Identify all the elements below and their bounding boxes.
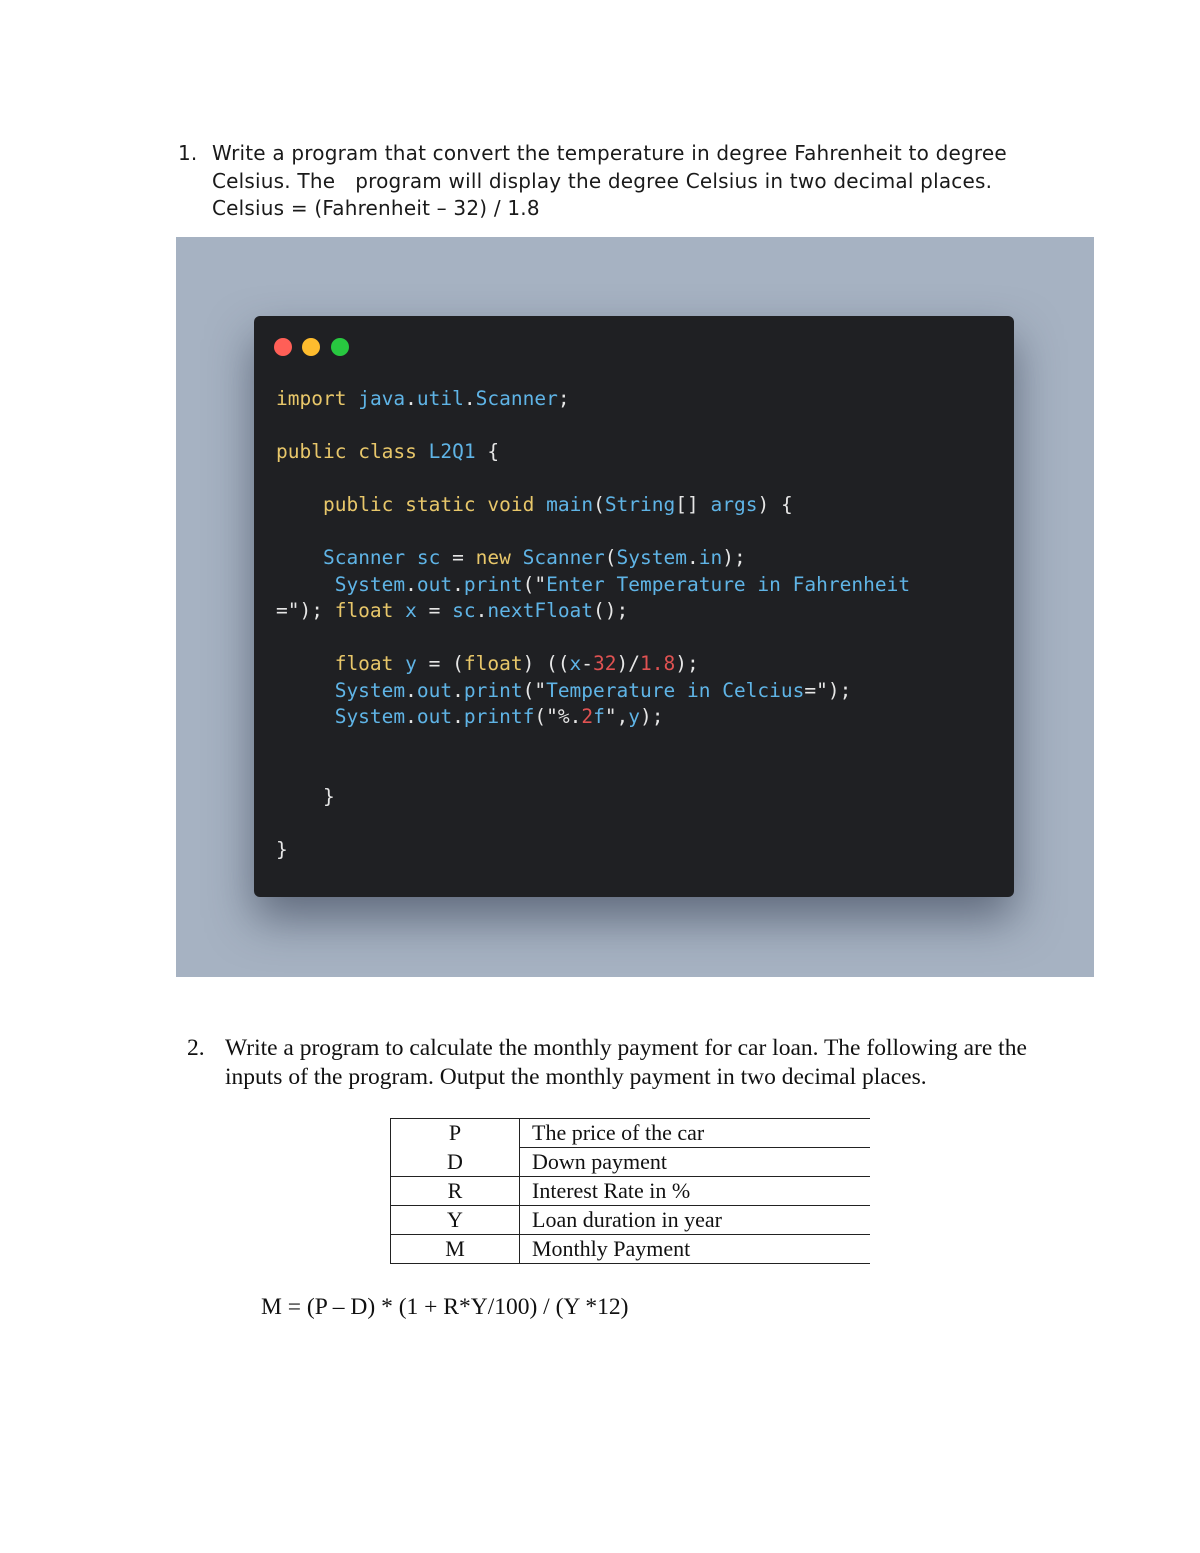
question-2-line-1: Write a program to calculate the monthly payment for car loan. The following are the [225, 1035, 1027, 1061]
question-1-line-2a: Celsius. The [212, 168, 336, 193]
variable-description: Loan duration in year [520, 1206, 871, 1235]
monthly-payment-formula: M = (P – D) * (1 + R*Y/100) / (Y *12) [261, 1294, 629, 1320]
question-1-line-2b: program will display the degree Celsius in two decimal places. [355, 168, 993, 193]
variable-description: Down payment [520, 1148, 871, 1177]
question-1-number: 1. [178, 141, 198, 165]
close-dot-icon [274, 338, 292, 356]
variables-table [390, 1118, 870, 1264]
variable-symbol: M [391, 1235, 520, 1264]
variable-description: Interest Rate in % [520, 1177, 871, 1206]
table-row [391, 1235, 871, 1264]
question-1-line-1: Write a program that convert the temperature in degree Fahrenheit to degree [212, 141, 1007, 165]
temperature-formula: Celsius = (Fahrenheit – 32) / 1.8 [212, 196, 540, 220]
question-2-number: 2. [187, 1035, 205, 1061]
variable-symbol: D [391, 1148, 520, 1177]
code-window [254, 316, 1014, 897]
table-row [391, 1206, 871, 1235]
code-block: import java.util.Scanner; public class L2Q1 { public static void main(String[] args) { Scanner sc = new Scanner(System.in); System.out.print("Enter Temperature in Fahrenheit ="); float x = sc.nextFloat(); float y = (float) ((x-32)/1.8); System.out.print("Temperature in Celcius="); System.out.printf("%.2f",y); } } [276, 387, 911, 861]
table-row [391, 1148, 871, 1177]
table-row [391, 1177, 871, 1206]
code-screenshot-frame [176, 237, 1094, 977]
maximize-dot-icon [331, 338, 349, 356]
variable-symbol: R [391, 1177, 520, 1206]
variable-description: Monthly Payment [520, 1235, 871, 1264]
variable-symbol: P [391, 1119, 520, 1148]
variable-symbol: Y [391, 1206, 520, 1235]
table-row [391, 1119, 871, 1148]
minimize-dot-icon [302, 338, 320, 356]
variable-description: The price of the car [532, 1120, 705, 1145]
question-2-line-2: inputs of the program. Output the monthly payment in two decimal places. [225, 1063, 927, 1090]
